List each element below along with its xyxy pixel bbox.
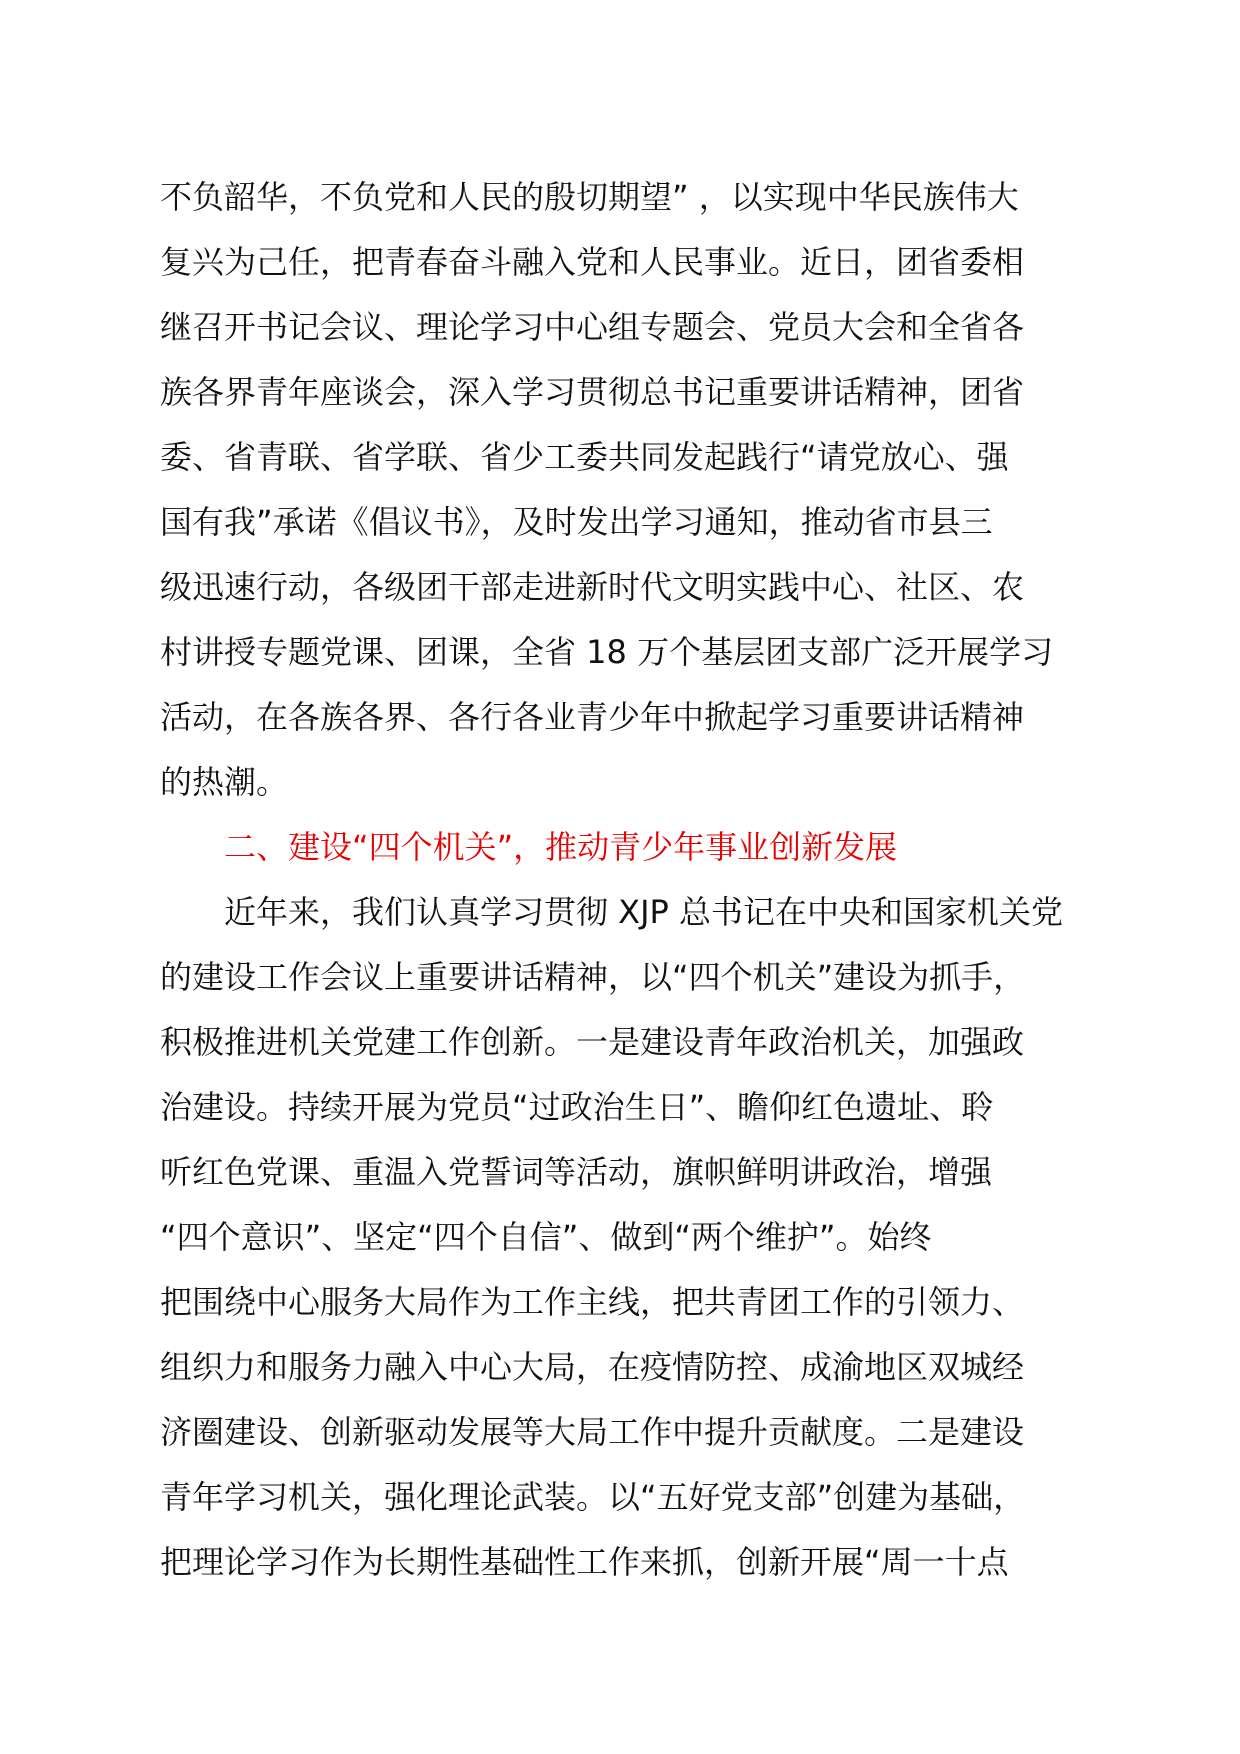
paragraph-line: 复兴为己任，把青春奋斗融入党和人民事业。近日，团省委相: [160, 243, 1025, 281]
paragraph-line: 听红色党课、重温入党誓词等活动，旗帜鲜明讲政治，增强: [160, 1153, 993, 1191]
paragraph-line: 不负韶华，不负党和人民的殷切期望” ，以实现中华民族伟大: [160, 178, 1019, 216]
paragraph-line: 近年来，我们认真学习贯彻 XJP 总书记在中央和国家机关党: [224, 893, 1064, 931]
paragraph-line: 村讲授专题党课、团课，全省 18 万个基层团支部广泛开展学习: [160, 633, 1054, 671]
paragraph-line: 活动，在各族各界、各行各业青少年中掀起学习重要讲话精神: [160, 698, 1025, 736]
paragraph-line: 把理论学习作为长期性基础性工作来抓，创新开展“周一十点: [160, 1543, 1009, 1581]
paragraph-line: 的热潮。: [160, 763, 289, 801]
paragraph-line: 积极推进机关党建工作创新。一是建设青年政治机关，加强政: [160, 1023, 1025, 1061]
paragraph-line: 把围绕中心服务大局作为工作主线，把共青团工作的引领力、: [160, 1283, 1025, 1321]
paragraph-line: “四个意识”、坚定“四个自信”、做到“两个维护”。始终: [160, 1218, 932, 1256]
paragraph-line: 国有我”承诺《倡议书》，及时发出学习通知，推动省市县三: [160, 503, 993, 541]
paragraph-line: 的建设工作会议上重要讲话精神，以“四个机关”建设为抓手，: [160, 958, 1026, 996]
paragraph-line: 级迅速行动，各级团干部走进新时代文明实践中心、社区、农: [160, 568, 1025, 606]
paragraph-line: 治建设。持续开展为党员“过政治生日”、瞻仰红色遗址、聆: [160, 1088, 994, 1126]
paragraph-line: 济圈建设、创新驱动发展等大局工作中提升贡献度。二是建设: [160, 1413, 1025, 1451]
paragraph-line: 族各界青年座谈会，深入学习贯彻总书记重要讲话精神，团省: [160, 373, 1025, 411]
document-body: [160, 165, 1120, 1595]
paragraph-line: 组织力和服务力融入中心大局，在疫情防控、成渝地区双城经: [160, 1348, 1025, 1386]
paragraph-line: 青年学习机关，强化理论武装。以“五好党支部”创建为基础，: [160, 1478, 1026, 1516]
paragraph-line: 继召开书记会议、理论学习中心组专题会、党员大会和全省各: [160, 308, 1025, 346]
section-heading: 二、建设“四个机关”，推动青少年事业创新发展: [224, 828, 898, 866]
paragraph-line: 委、省青联、省学联、省少工委共同发起践行“请党放心、强: [160, 438, 1009, 476]
